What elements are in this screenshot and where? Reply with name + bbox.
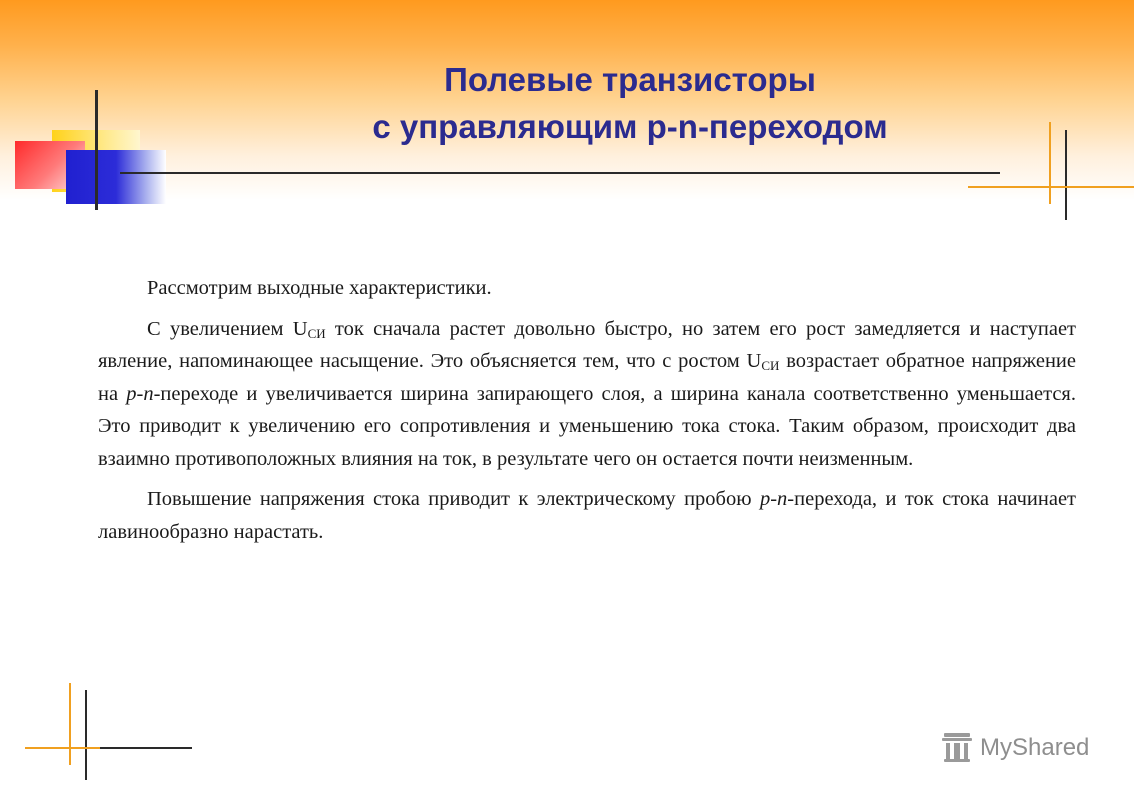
decor-vertical-line	[95, 90, 98, 210]
decor-horizontal-line	[120, 172, 1000, 174]
paragraph-3	[98, 483, 1076, 548]
title-line-2: с управляющим p-n-переходом	[372, 108, 888, 145]
subscript-si: СИ	[761, 358, 780, 373]
slide-body	[98, 272, 1076, 556]
paragraph-1-text: Рассмотрим выходные характеристики.	[147, 277, 492, 299]
decor-vertical-line	[85, 690, 87, 780]
paragraph-2-part-d: -переходе и увеличивается ширина запирающего слоя, а ширина канала соответственно уменьшается. Это приводит к увеличению его сопротивления и уменьшению тока стока. Таким образом, происходит два взаимно противоположных влияния на ток, в результате чего он остается почти неизменным.	[98, 382, 1076, 470]
presentation-board-icon	[940, 731, 974, 765]
pn-italic: p-n	[759, 488, 788, 510]
myshared-logo	[940, 730, 1110, 766]
slide-title	[180, 56, 1080, 150]
decor-horizontal-line	[100, 747, 192, 749]
paragraph-2-part-b: ток сначала растет довольно быстро, но затем его рост замедляется и наступает явление, напоминающее насыщение. Это объясняется тем, что с ростом U	[98, 317, 1077, 372]
paragraph-2	[98, 313, 1076, 476]
decor-horizontal-line	[968, 186, 1134, 188]
decor-blue-square	[66, 150, 166, 204]
paragraph-2-part-c: возрастает обратное напряжение на	[98, 350, 1076, 405]
title-line-1: Полевые транзисторы	[444, 61, 816, 98]
paragraph-2-part-a: С увеличением U	[147, 317, 308, 340]
pn-italic: p-n	[126, 382, 154, 405]
subscript-si: СИ	[307, 325, 326, 341]
decor-vertical-line	[69, 683, 71, 765]
paragraph-1	[98, 272, 1076, 305]
paragraph-3-part-a: Повышение напряжения стока приводит к электрическому пробою	[147, 488, 760, 510]
logo-text: MyShared	[980, 734, 1090, 761]
paragraph-3-part-b: -перехода, и ток стока начинает лавинообразно нарастать.	[98, 488, 1076, 543]
